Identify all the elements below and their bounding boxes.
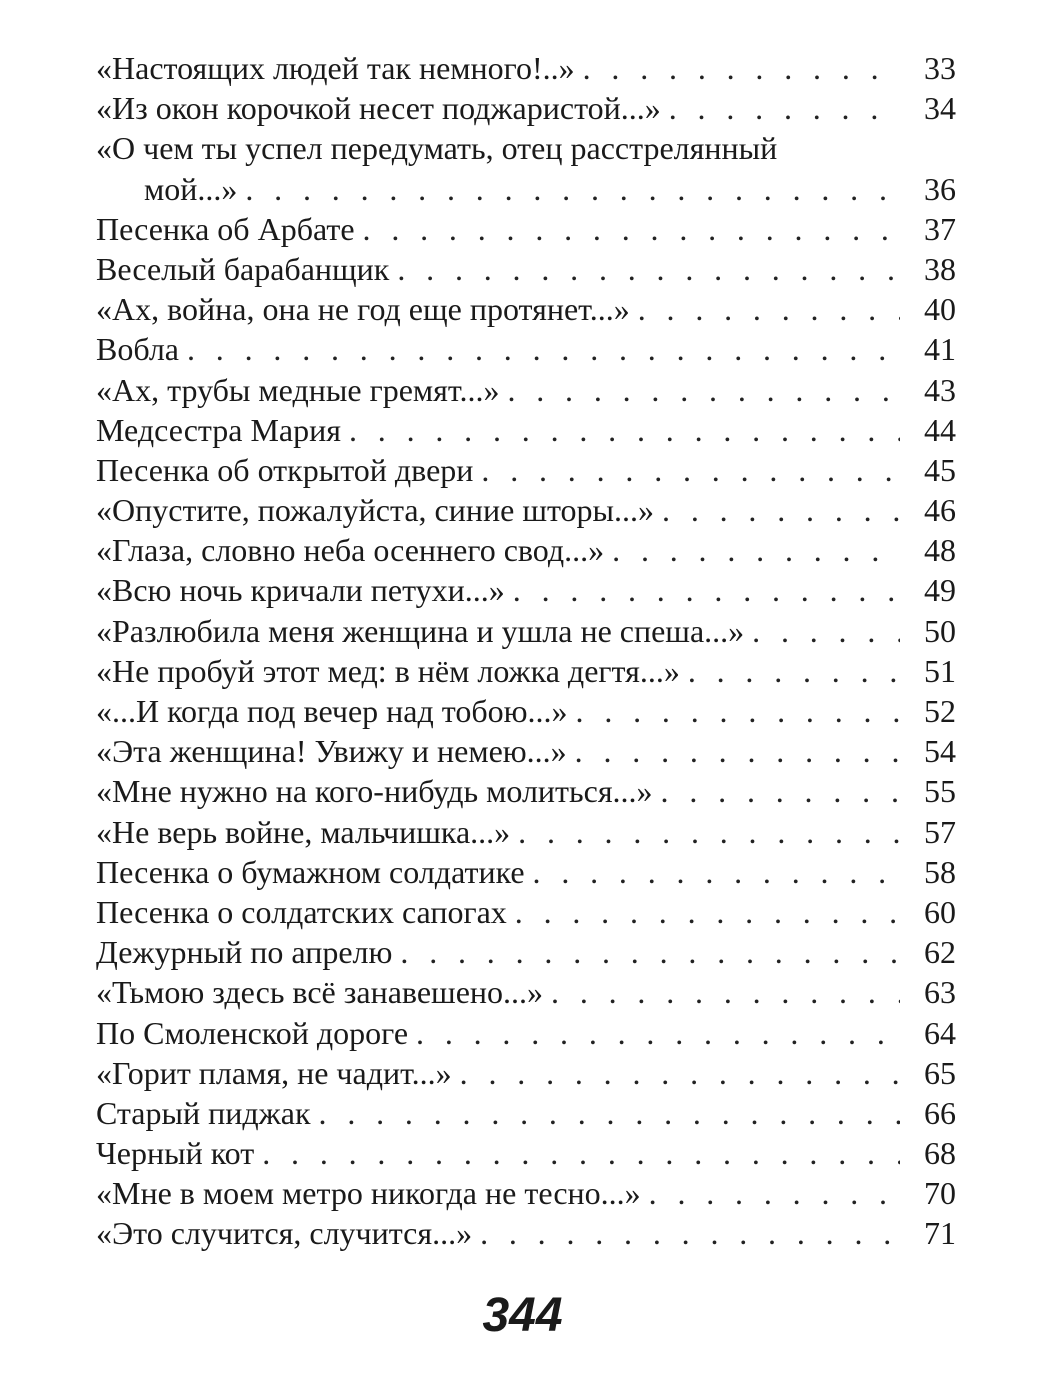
toc-entry [96,1213,956,1253]
toc-entry [96,570,956,610]
toc-entry [96,48,956,88]
toc-entry-title: «...И когда под вечер над тобою...» [96,693,568,730]
toc-entry-page: 41 [924,331,956,368]
dot-leader [254,1133,900,1173]
dot-leader [499,370,900,410]
toc-entry-title: «Всю ночь кричали петухи...» [96,572,505,609]
toc-entry-page: 37 [924,210,956,247]
toc-entry-page: 43 [924,371,956,408]
toc-entry [96,370,956,410]
toc-entry [96,932,956,972]
toc-entry-title: «Глаза, словно неба осеннего свод...» [96,532,605,569]
dot-leader [473,450,900,490]
toc-entry-title: «Эта женщина! Увижу и немею...» [96,733,567,770]
toc-entry-title: Черный кот [96,1135,255,1172]
toc-entry-title: «Мне в моем метро никогда не тесно...» [96,1175,641,1212]
dot-leader [341,410,900,450]
toc-entry-page: 57 [924,813,956,850]
toc-entry [96,128,956,208]
dot-leader [604,530,900,570]
toc-entry [96,1053,956,1093]
dot-leader [654,490,900,530]
toc-entry-page: 62 [924,934,956,971]
toc-entry [96,450,956,490]
toc-entry-page: 49 [924,572,956,609]
dot-leader [568,691,900,731]
toc-entry-title: «Ах, война, она не год еще протянет...» [96,291,630,328]
dot-leader [744,611,900,651]
toc-entry [96,530,956,570]
page-number: 344 [482,1289,563,1342]
table-of-contents [96,48,956,1254]
toc-entry [96,1133,956,1173]
toc-entry [96,892,956,932]
toc-entry-page: 38 [924,250,956,287]
toc-entry [96,289,956,329]
toc-entry-title: мой...» [144,170,238,207]
toc-entry-title: «Ах, трубы медные гремят...» [96,371,500,408]
toc-entry [96,852,956,892]
toc-entry-title: Дежурный по апрелю [96,934,393,971]
toc-entry-page: 40 [924,291,956,328]
toc-entry-page: 50 [924,612,956,649]
toc-entry-title: «Опустите, пожалуйста, синие шторы...» [96,492,655,529]
dot-leader [392,932,900,972]
dot-leader [641,1173,900,1213]
toc-entry-title: «Это случится, случится...» [96,1215,473,1252]
toc-entry-title: «Разлюбила меня женщина и ушла не спеша...» [96,612,745,649]
toc-entry [96,1173,956,1213]
dot-leader [472,1213,900,1253]
toc-entry-page: 44 [924,411,956,448]
toc-entry [96,329,956,369]
toc-entry-page: 63 [924,974,956,1011]
toc-entry-title: «Настоящих людей так немного!..» [96,50,575,86]
dot-leader [408,1013,900,1053]
dot-leader [505,570,900,610]
toc-entry-title: Вобла [96,331,179,368]
toc-entry-page: 46 [924,492,956,529]
dot-leader [179,329,900,369]
toc-entry-title: По Смоленской дороге [96,1014,409,1051]
toc-entry [96,209,956,249]
dot-leader [311,1093,900,1133]
toc-entry-title: Веселый барабанщик [96,250,390,287]
dot-leader [507,892,900,932]
dot-leader [630,289,900,329]
toc-entry-title-first-line: «О чем ты успел передумать, отец расстрелянный [96,130,778,167]
dot-leader [661,88,900,128]
dot-leader [543,972,900,1012]
toc-entry-page: 52 [924,693,956,730]
toc-entry [96,88,956,128]
toc-entry-page: 54 [924,733,956,770]
toc-entry [96,651,956,691]
toc-entry-page: 71 [924,1215,956,1252]
toc-entry-page: 68 [924,1135,956,1172]
toc-entry-title: Песенка об открытой двери [96,451,474,488]
toc-entry-title: «Не верь войне, мальчишка...» [96,813,511,850]
toc-entry [96,1013,956,1053]
toc-entry-title: Старый пиджак [96,1094,311,1131]
toc-entry [96,410,956,450]
dot-leader [575,48,900,88]
dot-leader [355,209,900,249]
toc-entry [96,1093,956,1133]
toc-entry-page: 60 [924,893,956,930]
toc-entry-page: 36 [924,170,956,207]
toc-entry-page: 64 [924,1014,956,1051]
toc-entry [96,812,956,852]
toc-entry-page: 45 [924,451,956,488]
toc-entry-title: Медсестра Мария [96,411,341,448]
toc-entry-title: «Не пробуй этот мед: в нём ложка дегтя...» [96,652,680,689]
toc-entry [96,691,956,731]
dot-leader [567,731,900,771]
dot-leader [237,169,900,209]
toc-entry [96,771,956,811]
toc-entry-title: «Мне нужно на кого-нибудь молиться...» [96,773,653,810]
toc-entry-title: Песенка о бумажном солдатике [96,853,525,890]
toc-entry-page: 33 [924,50,956,86]
dot-leader [653,771,900,811]
toc-entry-title: Песенка об Арбате [96,210,355,247]
toc-entry-title: Песенка о солдатских сапогах [96,893,507,930]
toc-entry-page: 48 [924,532,956,569]
toc-entry-title: «Тьмою здесь всё занавешено...» [96,974,544,1011]
toc-entry-page: 55 [924,773,956,810]
toc-entry-page: 70 [924,1175,956,1212]
dot-leader [525,852,900,892]
toc-entry-page: 51 [924,652,956,689]
dot-leader [452,1053,900,1093]
toc-entry-page: 34 [924,90,956,127]
toc-entry-page: 66 [924,1094,956,1131]
toc-entry [96,249,956,289]
dot-leader [680,651,900,691]
toc-entry-title: «Из окон корочкой несет поджаристой...» [96,90,661,127]
dot-leader [510,812,900,852]
toc-entry [96,611,956,651]
dot-leader [389,249,900,289]
toc-entry-page: 65 [924,1054,956,1091]
toc-entry [96,490,956,530]
toc-entry-title: «Горит пламя, не чадит...» [96,1054,452,1091]
toc-entry [96,731,956,771]
toc-entry-page: 58 [924,853,956,890]
toc-entry [96,972,956,1012]
